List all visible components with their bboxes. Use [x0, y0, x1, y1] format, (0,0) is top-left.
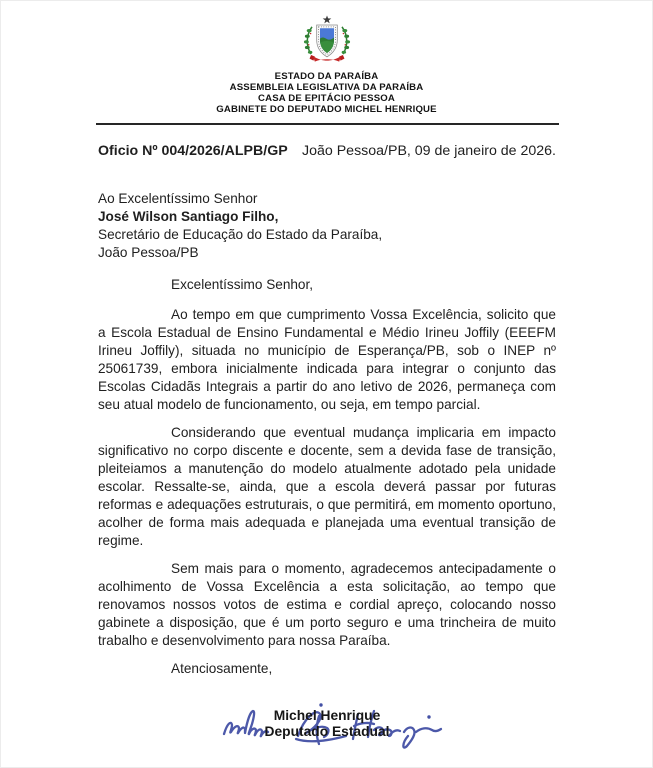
- addressee-name: José Wilson Santiago Filho,: [98, 209, 279, 224]
- greeting: Excelentíssimo Senhor,: [171, 277, 314, 292]
- addressee-intro: Ao Excelentíssimo Senhor: [98, 191, 258, 206]
- closing-salutation: Atenciosamente,: [171, 661, 273, 676]
- signatory-role: Deputado Estadual: [264, 724, 390, 739]
- paraiba-coat-of-arms-icon: [297, 14, 357, 66]
- addressee-city: João Pessoa/PB: [98, 245, 199, 260]
- header-divider: [96, 123, 559, 125]
- org-line-cabinet: GABINETE DO DEPUTADO MICHEL HENRIQUE: [216, 104, 437, 115]
- place-and-date: João Pessoa/PB, 09 de janeiro de 2026.: [302, 143, 556, 159]
- signature-block: [98, 678, 556, 768]
- signatory: [98, 708, 556, 740]
- signatory-name: Michel Henrique: [273, 708, 381, 723]
- letterhead: [1, 1, 652, 115]
- reference-row: [98, 142, 556, 160]
- addressee-role: Secretário de Educação do Estado da Paraíba,: [98, 227, 383, 242]
- oficio-number: Oficio Nº 004/2026/ALPB/GP: [98, 143, 288, 159]
- addressee-block: [98, 190, 556, 262]
- paragraph-1: Ao tempo em que cumprimento Vossa Excelência, solicito que a Escola Estadual de Ensino Fundamental e Médio Irineu Joffily (EEEFM Irineu Joffily), situada no município de Esperança/PB, sob o INEP nº 25061739, embora inicialmente indicada para integrar o conjunto das Escolas Cidadãs Integrais a partir do ano letivo de 2026, permaneça com seu atual modelo de funcionamento, ou seja, em tempo parcial.: [98, 307, 556, 412]
- org-line-assembly: ASSEMBLEIA LEGISLATIVA DA PARAÍBA: [229, 82, 424, 93]
- paragraph-2: Considerando que eventual mudança implicaria em impacto significativo no corpo discente e docente, sem a devida fase de transição, pleiteiamos a manutenção do modelo atualmente adotado pela unidade escolar. Ressalte-se, ainda, que a escola deverá passar por futuras reformas e adequações estruturais, o que permitirá, em momento oportuno, acolher de forma mais adequada e planejada uma eventual transição de regime.: [98, 425, 556, 548]
- org-line-state: ESTADO DA PARAÍBA: [274, 71, 379, 82]
- org-line-house: CASA DE EPITÁCIO PESSOA: [258, 93, 395, 104]
- letter-body: [98, 142, 556, 768]
- paragraph-3: Sem mais para o momento, agradecemos antecipadamente o acolhimento de Vossa Excelência a esta solicitação, ao tempo que renovamos nossos votos de estima e cordial apreço, colocando nosso gabinete a disposição, que é um porto seguro e uma trincheira de muito trabalho e desenvolvimento para nossa Paraíba.: [98, 561, 556, 648]
